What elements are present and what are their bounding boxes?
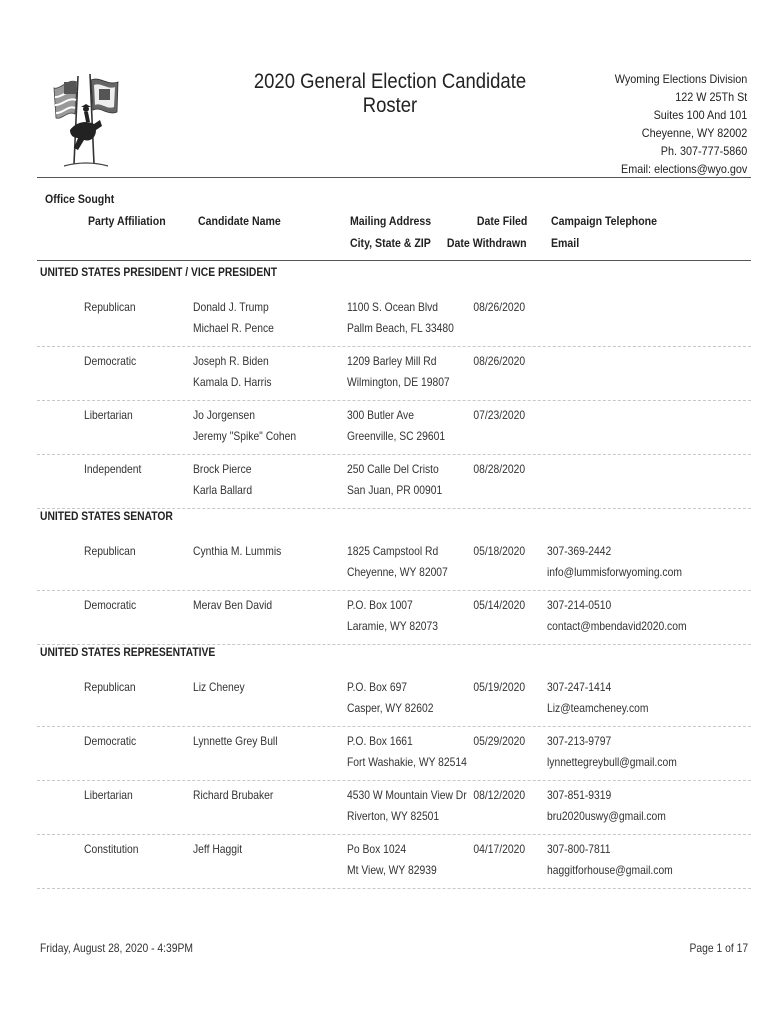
party-affiliation: Independent <box>84 462 142 476</box>
col-candidate-name: Candidate Name <box>198 214 281 228</box>
org-email: Email: elections@wyo.gov <box>620 162 747 176</box>
running-mate-name: Kamala D. Harris <box>193 375 272 389</box>
date-filed: 05/29/2020 <box>473 734 525 748</box>
col-date-withdrawn: Date Withdrawn <box>447 236 527 250</box>
campaign-email: bru2020uswy@gmail.com <box>547 809 666 823</box>
org-street: 122 W 25Th St <box>674 90 747 104</box>
candidate-name: Lynnette Grey Bull <box>193 734 278 748</box>
city-state-zip: Mt View, WY 82939 <box>347 863 437 877</box>
candidate-name: Liz Cheney <box>193 680 245 694</box>
office-sought-heading: UNITED STATES PRESIDENT / VICE PRESIDENT <box>40 265 278 279</box>
campaign-telephone: 307-800-7811 <box>547 842 611 856</box>
date-filed: 05/14/2020 <box>473 598 525 612</box>
campaign-email: info@lummisforwyoming.com <box>547 565 682 579</box>
col-email: Email <box>551 236 580 250</box>
party-affiliation: Libertarian <box>84 408 133 422</box>
campaign-email: haggitforhouse@gmail.com <box>547 863 673 877</box>
date-filed: 08/26/2020 <box>473 354 525 368</box>
candidate-name: Cynthia M. Lummis <box>193 544 282 558</box>
org-address-block <box>600 70 747 178</box>
campaign-email: lynnettegreybull@gmail.com <box>547 755 677 769</box>
party-affiliation: Democratic <box>84 598 137 612</box>
city-state-zip: Wilmington, DE 19807 <box>347 375 450 389</box>
date-filed: 08/28/2020 <box>473 462 525 476</box>
candidate-name: Donald J. Trump <box>193 300 269 314</box>
mailing-address: 1825 Campstool Rd <box>347 544 439 558</box>
campaign-telephone: 307-369-2442 <box>547 544 612 558</box>
office-sought-heading: UNITED STATES REPRESENTATIVE <box>40 645 216 659</box>
col-city-state-zip: City, State & ZIP <box>350 236 431 250</box>
candidate-row <box>37 401 751 455</box>
campaign-email: Liz@teamcheney.com <box>547 701 649 715</box>
mailing-address: 250 Calle Del Cristo <box>347 462 439 476</box>
candidate-name: Joseph R. Biden <box>193 354 269 368</box>
mailing-address: P.O. Box 1661 <box>347 734 413 748</box>
col-campaign-telephone: Campaign Telephone <box>551 214 658 228</box>
candidate-row <box>37 537 751 591</box>
candidate-row <box>37 347 751 401</box>
city-state-zip: San Juan, PR 00901 <box>347 483 443 497</box>
campaign-telephone: 307-851-9319 <box>547 788 612 802</box>
footer-page-number: Page 1 of 17 <box>689 941 748 955</box>
mailing-address: 1100 S. Ocean Blvd <box>347 300 439 314</box>
candidate-row <box>37 673 751 727</box>
candidate-name: Jeff Haggit <box>193 842 243 856</box>
candidate-row <box>37 781 751 835</box>
party-affiliation: Libertarian <box>84 788 133 802</box>
city-state-zip: Cheyenne, WY 82007 <box>347 565 448 579</box>
candidate-row <box>37 727 751 781</box>
candidate-name: Merav Ben David <box>193 598 273 612</box>
city-state-zip: Pallm Beach, FL 33480 <box>347 321 454 335</box>
candidate-name: Brock Pierce <box>193 462 252 476</box>
col-mailing-address: Mailing Address <box>350 214 432 228</box>
candidate-row <box>37 293 751 347</box>
date-filed: 05/19/2020 <box>473 680 525 694</box>
city-state-zip: Laramie, WY 82073 <box>347 619 439 633</box>
campaign-telephone: 307-214-0510 <box>547 598 612 612</box>
col-office-sought: Office Sought <box>45 192 115 206</box>
row-separator <box>37 888 751 889</box>
campaign-telephone: 307-247-1414 <box>547 680 612 694</box>
document-title: 2020 General Election Candidate Roster <box>253 70 527 117</box>
mailing-address: P.O. Box 1007 <box>347 598 413 612</box>
date-filed: 07/23/2020 <box>473 408 525 422</box>
mailing-address: 4530 W Mountain View Dr <box>347 788 467 802</box>
city-state-zip: Greenville, SC 29601 <box>347 429 446 443</box>
running-mate-name: Michael R. Pence <box>193 321 274 335</box>
footer-timestamp: Friday, August 28, 2020 - 4:39PM <box>40 941 193 955</box>
mailing-address: 1209 Barley Mill Rd <box>347 354 437 368</box>
running-mate-name: Karla Ballard <box>193 483 253 497</box>
party-affiliation: Republican <box>84 300 136 314</box>
mailing-address: Po Box 1024 <box>347 842 407 856</box>
party-affiliation: Democratic <box>84 354 137 368</box>
candidate-name: Richard Brubaker <box>193 788 274 802</box>
party-affiliation: Democratic <box>84 734 137 748</box>
date-filed: 08/12/2020 <box>473 788 525 802</box>
mailing-address: P.O. Box 697 <box>347 680 408 694</box>
office-sought-heading: UNITED STATES SENATOR <box>40 509 173 523</box>
city-state-zip: Fort Washakie, WY 82514 <box>347 755 467 769</box>
wyoming-flags-logo <box>50 68 120 173</box>
campaign-telephone: 307-213-9797 <box>547 734 612 748</box>
candidate-row <box>37 835 751 889</box>
date-filed: 04/17/2020 <box>473 842 525 856</box>
party-affiliation: Republican <box>84 544 136 558</box>
campaign-email: contact@mbendavid2020.com <box>547 619 687 633</box>
col-date-filed: Date Filed <box>476 214 527 228</box>
running-mate-name: Jeremy "Spike" Cohen <box>193 429 297 443</box>
org-suite: Suites 100 And 101 <box>653 108 747 122</box>
city-state-zip: Casper, WY 82602 <box>347 701 434 715</box>
party-affiliation: Republican <box>84 680 136 694</box>
date-filed: 08/26/2020 <box>473 300 525 314</box>
org-phone: Ph. 307-777-5860 <box>660 144 747 158</box>
candidate-row <box>37 591 751 645</box>
city-state-zip: Riverton, WY 82501 <box>347 809 440 823</box>
columns-rule <box>37 260 751 261</box>
party-affiliation: Constitution <box>84 842 139 856</box>
header-rule <box>37 177 751 178</box>
col-party-affiliation: Party Affiliation <box>88 214 166 228</box>
candidate-name: Jo Jorgensen <box>193 408 255 422</box>
org-name: Wyoming Elections Division <box>614 72 747 86</box>
date-filed: 05/18/2020 <box>473 544 525 558</box>
org-city: Cheyenne, WY 82002 <box>641 126 747 140</box>
mailing-address: 300 Butler Ave <box>347 408 414 422</box>
candidate-row <box>37 455 751 509</box>
